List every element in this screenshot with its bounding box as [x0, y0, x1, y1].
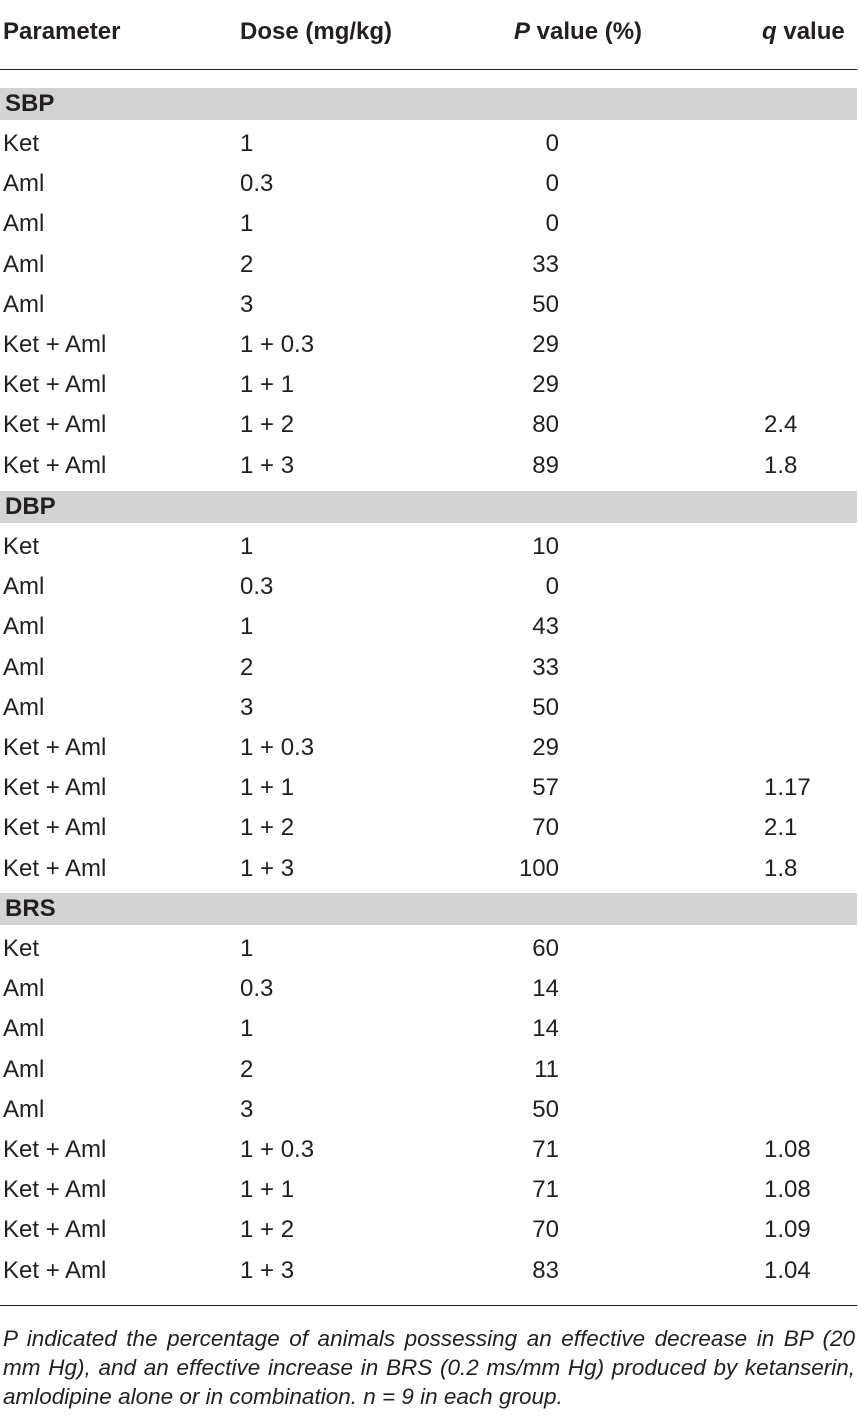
cell-p-value: 71: [532, 1136, 559, 1163]
section-label: BRS: [5, 895, 56, 922]
header-rule: [0, 69, 857, 70]
section-band: [0, 491, 857, 523]
cell-p-value: 50: [532, 290, 559, 318]
cell-p-value: 71: [532, 1176, 559, 1204]
cell-agent: Ket + Aml: [3, 734, 107, 761]
table-row: [0, 1009, 859, 1049]
cell-p-value: 0: [545, 130, 559, 157]
table-row: [0, 849, 859, 889]
header-dose: Dose (mg/kg): [240, 18, 393, 45]
cell-dose: 0.3: [240, 170, 274, 198]
cell-dose: 0.3: [240, 573, 274, 601]
cell-agent: Aml: [3, 613, 45, 641]
cell-p-value: 0: [545, 573, 559, 601]
cell-p-value: 83: [532, 1256, 559, 1284]
table-row: [0, 527, 859, 567]
table-row: [0, 969, 859, 1009]
cell-q-value: 2.4: [764, 411, 798, 439]
cell-dose: 0.3: [240, 975, 274, 1003]
cell-dose: 3: [240, 1095, 254, 1123]
cell-p-value: 29: [532, 371, 559, 399]
cell-dose: 1 + 0.3: [240, 331, 315, 358]
cell-dose: 1 + 0.3: [240, 734, 315, 761]
table-row: [0, 204, 859, 244]
cell-dose: 1: [240, 533, 254, 560]
table-row: [0, 325, 859, 365]
cell-q-value: 1.17: [764, 774, 811, 802]
table-row: [0, 929, 859, 969]
table-row: [0, 567, 859, 607]
cell-dose: 1: [240, 130, 254, 157]
table-row: [0, 768, 859, 808]
cell-p-value: 57: [532, 774, 559, 802]
cell-agent: Ket + Aml: [3, 814, 107, 842]
section-label: DBP: [5, 493, 56, 520]
cell-agent: Aml: [3, 290, 45, 318]
cell-agent: Ket + Aml: [3, 1256, 107, 1284]
header-q-rest: value: [776, 18, 845, 45]
cell-p-value: 33: [532, 653, 559, 681]
cell-p-value: 43: [532, 613, 559, 641]
table-row: [0, 1210, 859, 1250]
table-header-row: [0, 12, 859, 52]
table-row: [0, 728, 859, 768]
table-row: [0, 405, 859, 445]
cell-agent: Ket + Aml: [3, 1176, 107, 1204]
cell-p-value: 50: [532, 693, 559, 721]
cell-agent: Ket + Aml: [3, 774, 107, 802]
table-row: [0, 1050, 859, 1090]
cell-dose: 2: [240, 250, 254, 278]
cell-dose: 1 + 3: [240, 1256, 295, 1284]
cell-dose: 1 + 1: [240, 1176, 295, 1204]
cell-p-value: 60: [532, 935, 559, 962]
cell-p-value: 0: [545, 170, 559, 198]
cell-q-value: 1.08: [764, 1176, 811, 1204]
section-band: [0, 893, 857, 925]
cell-agent: Aml: [3, 573, 45, 601]
table-row: [0, 124, 859, 164]
table-row: [0, 446, 859, 486]
cell-p-value: 14: [532, 1015, 559, 1043]
cell-p-value: 29: [532, 331, 559, 358]
section-band: [0, 88, 857, 120]
table-row: [0, 285, 859, 325]
cell-agent: Ket + Aml: [3, 411, 107, 439]
cell-agent: Aml: [3, 1095, 45, 1123]
cell-dose: 1 + 1: [240, 371, 295, 399]
cell-q-value: 1.8: [764, 854, 798, 882]
table-row: [0, 245, 859, 285]
cell-agent: Aml: [3, 1015, 45, 1043]
cell-agent: Ket: [3, 533, 40, 560]
section-label: SBP: [5, 90, 55, 117]
cell-q-value: 2.1: [764, 814, 798, 842]
header-p-symbol: P: [514, 18, 531, 45]
cell-agent: Aml: [3, 975, 45, 1003]
header-p-value: [514, 12, 642, 52]
cell-q-value: 1.8: [764, 451, 798, 479]
cell-agent: Ket: [3, 130, 40, 157]
cell-p-value: 50: [532, 1095, 559, 1123]
cell-p-value: 10: [532, 533, 559, 560]
cell-agent: Aml: [3, 693, 45, 721]
cell-agent: Ket + Aml: [3, 371, 107, 399]
cell-p-value: 11: [534, 1055, 559, 1083]
table-row: [0, 365, 859, 405]
cell-agent: Ket + Aml: [3, 854, 107, 882]
cell-p-value: 89: [532, 451, 559, 479]
cell-dose: 1: [240, 210, 254, 238]
table-row: [0, 1130, 859, 1170]
cell-p-value: 70: [532, 814, 559, 842]
cell-dose: 3: [240, 693, 254, 721]
cell-dose: 1 + 2: [240, 411, 295, 439]
bottom-rule: [0, 1305, 857, 1306]
cell-p-value: 100: [518, 854, 559, 882]
table-row: [0, 1090, 859, 1130]
cell-agent: Aml: [3, 1055, 45, 1083]
cell-agent: Aml: [3, 250, 45, 278]
header-q-value: [762, 12, 845, 52]
cell-agent: Ket + Aml: [3, 331, 107, 358]
cell-agent: Ket + Aml: [3, 451, 107, 479]
cell-dose: 1 + 2: [240, 1216, 295, 1244]
cell-p-value: 70: [532, 1216, 559, 1244]
cell-q-value: 1.09: [764, 1216, 811, 1244]
table-footnote: P indicated the percentage of animals possessing an effective decrease in BP (20 mm Hg), and an effective increase in BRS (0.2 ms/mm Hg) produced by ketanserin, amlodipine alone or in combination. n = 9 in each group.: [3, 1326, 855, 1409]
cell-agent: Aml: [3, 210, 45, 238]
cell-dose: 1 + 3: [240, 854, 295, 882]
table-row: [0, 164, 859, 204]
cell-p-value: 80: [532, 411, 559, 439]
cell-dose: 3: [240, 290, 254, 318]
cell-dose: 2: [240, 653, 254, 681]
cell-agent: Ket: [3, 935, 40, 962]
cell-dose: 1: [240, 935, 254, 962]
table-row: [0, 648, 859, 688]
cell-dose: 1 + 1: [240, 774, 295, 802]
cell-dose: 1 + 3: [240, 451, 295, 479]
cell-dose: 1 + 0.3: [240, 1136, 315, 1163]
cell-dose: 2: [240, 1055, 254, 1083]
cell-q-value: 1.04: [764, 1256, 811, 1284]
cell-agent: Ket + Aml: [3, 1136, 107, 1163]
cell-agent: Aml: [3, 170, 45, 198]
header-p-rest: value (%): [530, 18, 643, 45]
cell-p-value: 0: [545, 210, 559, 238]
table-row: [0, 688, 859, 728]
cell-dose: 1 + 2: [240, 814, 295, 842]
cell-dose: 1: [240, 1015, 254, 1043]
header-q-symbol: q: [762, 18, 777, 45]
cell-agent: Ket + Aml: [3, 1216, 107, 1244]
table-row: [0, 607, 859, 647]
cell-dose: 1: [240, 613, 254, 641]
header-parameter: Parameter: [3, 18, 121, 45]
cell-q-value: 1.08: [764, 1136, 811, 1163]
table-row: [0, 1170, 859, 1210]
cell-p-value: 14: [532, 975, 559, 1003]
cell-agent: Aml: [3, 653, 45, 681]
cell-p-value: 29: [532, 734, 559, 761]
table-row: [0, 1251, 859, 1291]
cell-p-value: 33: [532, 250, 559, 278]
table-row: [0, 808, 859, 848]
